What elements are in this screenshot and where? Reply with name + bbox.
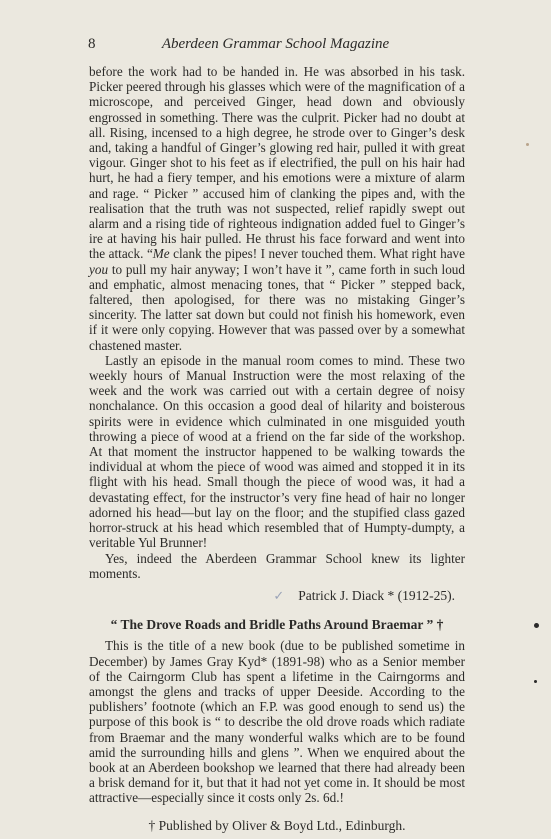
paragraph-manual-room: Lastly an episode in the manual room comes to mind. These two weekly hours of Manual Instruction were the most relaxing of the week and the work was carried out with a certain degree of noisy nonchalance. On this occasion a good deal of hilarity and boisterous spirits were in evidence which culminated in one misguided youth throwing a piece of wood at a friend on the far side of the workshop. At that moment the instructor happened to be walking towards the individual at whom the piece of wood was aimed and stopped it in its flight with his head. Small though the piece of wood was, it had a devastating effect, for the instructor’s very fine head of hair no longer adorned his head—but lay on the floor; and the stupified class gazed horror-struck at his head which resembled that of Humpty-dumpty, a veritable Yul Brunner! [89, 352, 465, 551]
paragraph-book-review: This is the title of a new book (due to be published sometime in December) by James Gray Kyd* (1891-98) who as a Senior member of the Cairngorm Club has spent a lifetime in the Cairngorms and amongst the glens and tracks of upper Deeside. According to the publishers’ footnote (which an F.P. was good enough to send us) the purpose of this book is “ to describe the old drove roads which radiate from Braemar and the many wonderful walks which are to be found amid the surrounding hills and glens ”. When we enquired about the book at an Aberdeen bookshop we learned that there had already been a brisk demand for it, but that it had not yet come in. It should be most attractive—especially since it costs only 2s. 6d.! [89, 638, 465, 806]
section-heading: “ The Drove Roads and Bridle Paths Around Braemar ” † [110, 617, 444, 633]
footnote: † Published by Oliver & Boyd Ltd., Edinburgh. [148, 817, 406, 833]
author-signature [89, 588, 465, 603]
running-title: Aberdeen Grammar School Magazine [161, 36, 390, 52]
page-header [88, 36, 463, 56]
paper-smudge [526, 143, 529, 146]
author-name: Patrick J. Diack * (1912-25). [298, 587, 455, 603]
article-body [89, 64, 465, 833]
paragraph-picker-ginger: before the work had to be handed in. He was absorbed in his task. Picker peered through his glasses which were of the magnification of a microscope, and perceived Ginger, head down and obviously engrossed in something. There was the culprit. Picker had no doubt at all. Rising, incensed to a high degree, he strode over to Ginger’s desk and, taking a handful of Ginger’s glowing red hair, pulled it with great vigour. Ginger shot to his feet as if electrified, the pull on his hair had hurt, he had a fiery temper, and his emotions were a mixture of alarm and rage. “ Picker ” accused him of clanking the pipes and, with the realisation that the truth was not suspected, relief rapidly swept out alarm and a rising tide of righteous indignation added fuel to Ginger’s ire at having his hair pulled. He thrust his face forward and went into the attack. “Me clank the pipes! I never touched them. What right have you to pull my hair anyway; I won’t have it ”, came forth in such loud and emphatic, almost menacing tones, that “ Picker ” stepped back, faltered, then apologised, for there was no mistaking Ginger’s sincerity. The latter sat down but could not finish his homework, even if it were only copying. However that was passed over by a somewhat chastened master. [89, 64, 465, 353]
paragraph-lighter-moments: Yes, indeed the Aberdeen Grammar School knew its lighter moments. [89, 550, 465, 581]
check-mark-icon: ✓ [273, 587, 285, 603]
ink-dot [534, 623, 539, 628]
page-number: 8 [88, 36, 96, 52]
ink-dot [534, 680, 537, 683]
